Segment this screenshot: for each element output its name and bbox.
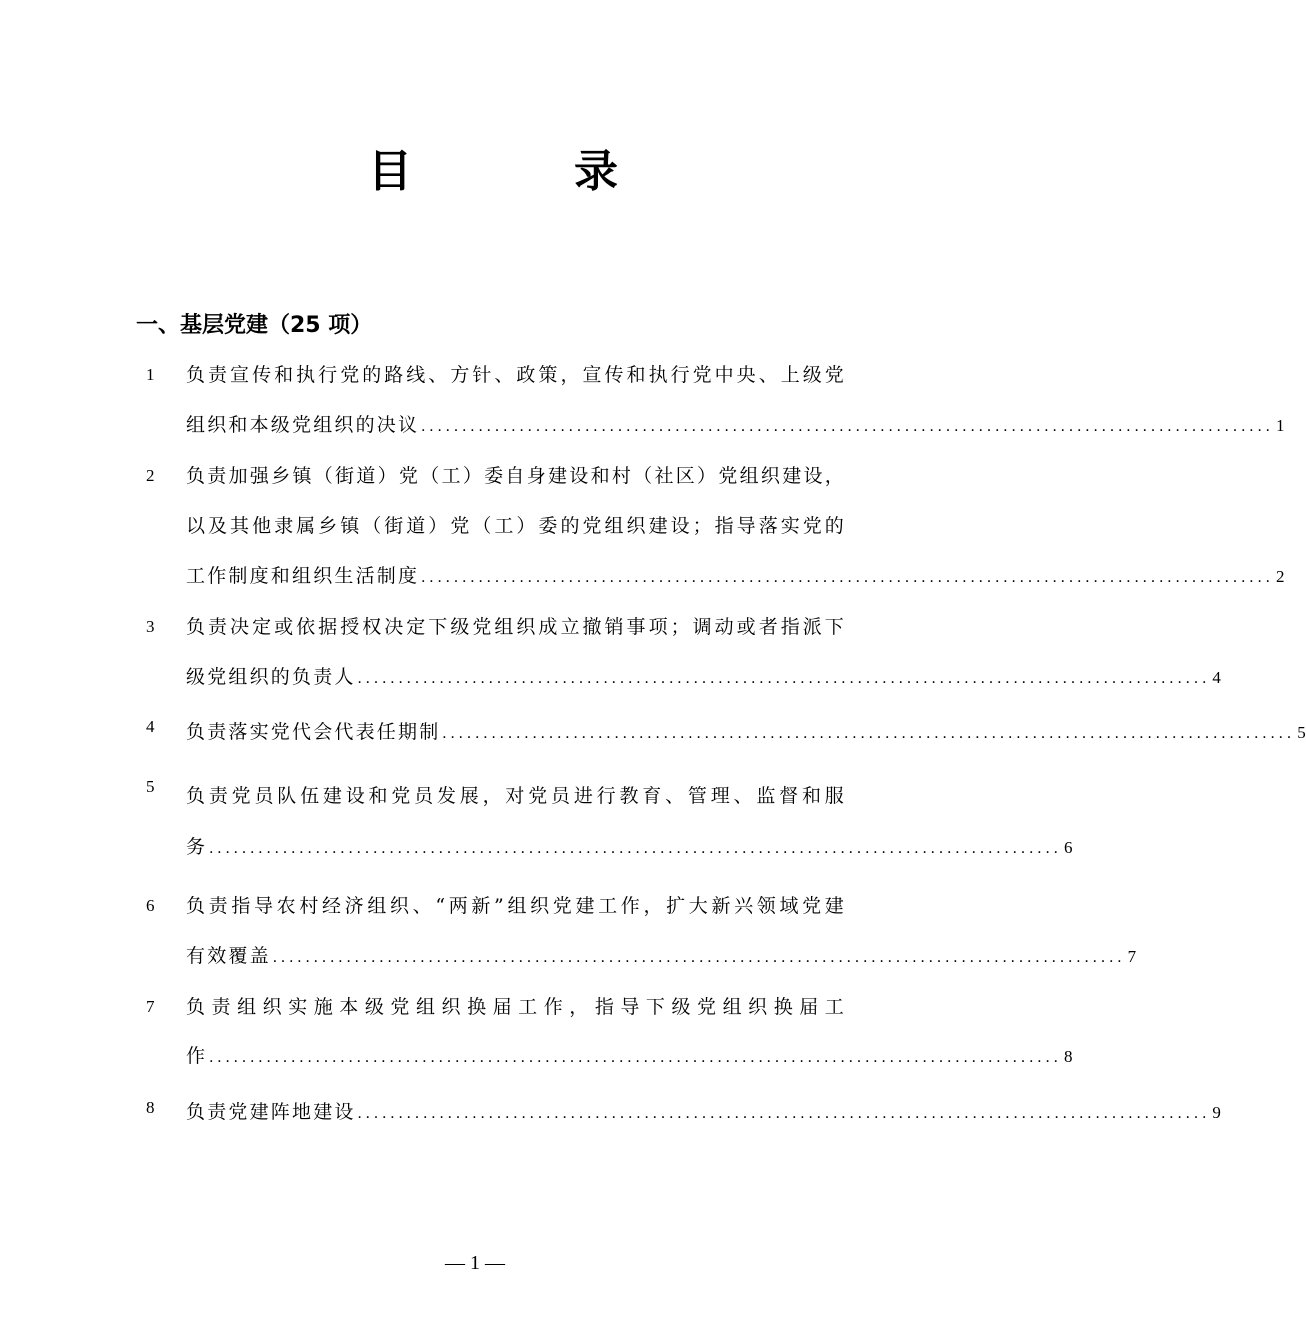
toc-entry-number: 2 bbox=[146, 466, 155, 485]
toc-entry-last-line[interactable] bbox=[186, 941, 1137, 973]
dot-leader: ........................................................................................................ bbox=[442, 725, 1296, 742]
toc-entry-number: 1 bbox=[146, 365, 155, 384]
title-char-1: 目 bbox=[368, 146, 412, 197]
toc-entry-text: 组织和本级党组织的决议 bbox=[186, 414, 420, 436]
toc-page-number: 8 bbox=[1064, 1047, 1073, 1066]
toc-entry-last-line[interactable] bbox=[186, 717, 1306, 749]
toc-entry-number: 5 bbox=[146, 777, 155, 796]
toc-page-number: 5 bbox=[1297, 723, 1306, 742]
toc-page-number: 2 bbox=[1276, 567, 1285, 586]
toc-page-number: 4 bbox=[1212, 668, 1221, 687]
toc-entry-last-line[interactable] bbox=[186, 1097, 1221, 1129]
toc-entry-text-line: 负责指导农村经济组织、“两新”组织党建工作，扩大新兴领域党建 bbox=[186, 895, 846, 917]
title-char-2: 录 bbox=[574, 146, 618, 197]
toc-entry-number: 6 bbox=[146, 896, 155, 915]
toc-entry-text-line: 负责组织实施本级党组织换届工作，指导下级党组织换届工 bbox=[186, 996, 846, 1018]
toc-entry-text-line: 以及其他隶属乡镇（街道）党（工）委的党组织建设；指导落实党的 bbox=[186, 515, 846, 537]
toc-entry-text-line: 负责加强乡镇（街道）党（工）委自身建设和村（社区）党组织建设， bbox=[186, 465, 846, 487]
toc-page-number: 7 bbox=[1127, 947, 1137, 966]
toc-page-number: 9 bbox=[1212, 1103, 1221, 1122]
toc-entry-text: 务 bbox=[186, 836, 208, 858]
toc-entry-text-line: 负责党员队伍建设和党员发展，对党员进行教育、管理、监督和服 bbox=[186, 785, 846, 807]
dot-leader: ........................................................................................................ bbox=[357, 670, 1211, 687]
dot-leader: ........................................................................................................ bbox=[421, 569, 1275, 586]
toc-entry-text: 级党组织的负责人 bbox=[186, 666, 356, 688]
toc-page-number: 1 bbox=[1276, 416, 1285, 435]
toc-entry-number: 8 bbox=[146, 1098, 155, 1117]
toc-entry-number: 7 bbox=[146, 997, 155, 1016]
toc-entry-last-line[interactable] bbox=[186, 410, 1285, 442]
dot-leader: ........................................................................................................ bbox=[272, 949, 1126, 966]
toc-entry-text-line: 负责宣传和执行党的路线、方针、政策，宣传和执行党中央、上级党 bbox=[186, 364, 846, 386]
toc-entry-text: 负责党建阵地建设 bbox=[186, 1101, 356, 1123]
dot-leader: ........................................................................................................ bbox=[421, 418, 1275, 435]
dot-leader: ........................................................................................................ bbox=[209, 1049, 1063, 1066]
toc-entry-text: 有效覆盖 bbox=[186, 945, 271, 967]
toc-entry-number: 3 bbox=[146, 617, 155, 636]
toc-entry-text: 负责落实党代会代表任期制 bbox=[186, 721, 441, 743]
page-footer-number: — 1 — bbox=[445, 1252, 505, 1274]
toc-page-number: 6 bbox=[1064, 838, 1073, 857]
section-heading: 一、基层党建（25 项） bbox=[136, 313, 373, 338]
dot-leader: ........................................................................................................ bbox=[209, 840, 1063, 857]
toc-entry-text-line: 负责决定或依据授权决定下级党组织成立撤销事项；调动或者指派下 bbox=[186, 616, 846, 638]
toc-entry-text: 作 bbox=[186, 1045, 208, 1067]
toc-entry-text: 工作制度和组织生活制度 bbox=[186, 565, 420, 587]
toc-entry-last-line[interactable] bbox=[186, 1041, 1073, 1073]
dot-leader: ........................................................................................................ bbox=[357, 1105, 1211, 1122]
toc-entry-last-line[interactable] bbox=[186, 832, 1073, 864]
document-title bbox=[0, 142, 950, 202]
toc-entry-number: 4 bbox=[146, 717, 155, 736]
toc-entry-last-line[interactable] bbox=[186, 662, 1221, 694]
toc-entry-last-line[interactable] bbox=[186, 561, 1285, 593]
